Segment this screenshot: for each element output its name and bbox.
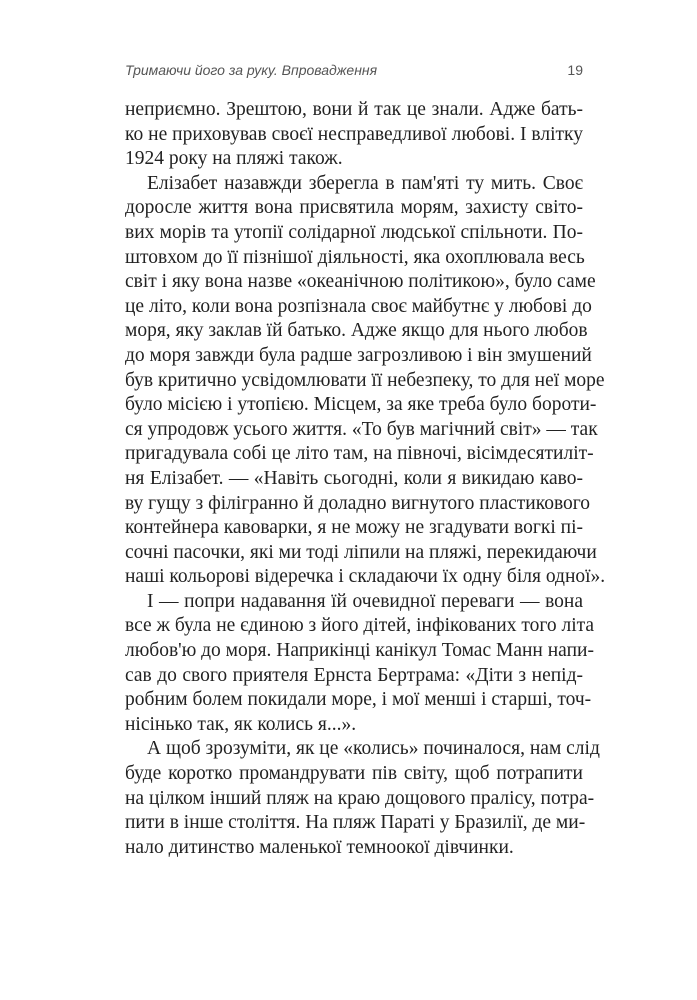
paragraph: [125, 172, 606, 590]
text-line: робним болем покидали море, і мої менші і старші, точ-: [125, 689, 592, 711]
text-line: сочні пасочки, які ми тоді ліпили на пляжі, перекидаючи: [125, 541, 597, 563]
paragraph: [125, 590, 595, 738]
page-body-text: [125, 98, 606, 860]
text-line: Елізабет назавжди зберегла в пам'яті ту мить. Своє: [147, 172, 583, 194]
text-line: ко не приховував своєї несправедливої любові. І влітку: [125, 123, 583, 145]
text-line: контейнера кавоварки, я не можу не згадувати вогкі пі-: [125, 517, 583, 539]
text-line: на цілком інший пляж на краю дощового пралісу, потра-: [125, 787, 595, 809]
text-line: 1924 року на пляжі також.: [125, 148, 343, 170]
text-line: сав до свого приятеля Ернста Бертрама: «Діти з непід-: [125, 664, 583, 686]
paragraph: [125, 737, 600, 860]
text-line: ву гущу з філігранно й доладно вигнутого пластикового: [125, 492, 591, 514]
text-line: все ж була не єдиною з його дітей, інфікованих того літа: [125, 615, 595, 637]
text-line: ня Елізабет. — «Навіть сьогодні, коли я викидаю каво-: [125, 467, 583, 489]
text-line: І — попри надавання їй очевидної переваги — вона: [147, 590, 583, 612]
text-line: доросле життя вона присвятила морям, захисту світо-: [125, 197, 583, 219]
text-line: пити в інше століття. На пляж Параті у Бразилії, де ми-: [125, 812, 586, 834]
page-number: 19: [567, 62, 583, 78]
text-line: вих морів та утопії солідарної людської спільноти. По-: [125, 221, 583, 243]
text-line: нісінько так, як колись я...».: [125, 713, 357, 735]
text-line: моря, яку заклав їй батько. Адже якщо для нього любов: [125, 320, 588, 342]
text-line: було місією і утопією. Місцем, за яке треба було бороти-: [125, 394, 597, 416]
running-header-title: Тримаючи його за руку. Впровадження: [125, 62, 378, 78]
text-line: А щоб зрозуміти, як це «колись» починалося, нам слід: [147, 738, 600, 760]
text-line: буде коротко промандрувати пів світу, щоб потрапити: [125, 763, 583, 785]
text-line: це літо, коли вона розпізнала своє майбутнє у любові до: [125, 295, 592, 317]
text-line: до моря завжди була радше загрозливою і він змушений: [125, 344, 592, 366]
text-line: неприємно. Зрештою, вони й так це знали. Адже бать-: [125, 99, 583, 120]
running-header: [125, 62, 583, 82]
text-line: нало дитинство маленької темноокої дівчинки.: [125, 836, 514, 858]
text-line: був критично усвідомлювати її небезпеку, то для неї море: [125, 369, 605, 391]
text-line: наші кольорові відеречка і складаючи їх одну біля одної».: [125, 566, 606, 588]
text-line: штовхом до її пізнішої діяльності, яка охоплювала весь: [125, 246, 585, 268]
text-line: пригадувала собі це літо там, на півночі, вісімдесятиліт-: [125, 443, 594, 465]
text-line: любов'ю до моря. Наприкінці канікул Томас Манн напи-: [125, 640, 594, 662]
paragraph: [125, 98, 583, 172]
text-line: ся упродовж усього життя. «То був магічний світ» — так: [125, 418, 598, 440]
text-line: світ і яку вона назве «океанічною політикою», було саме: [125, 271, 596, 293]
